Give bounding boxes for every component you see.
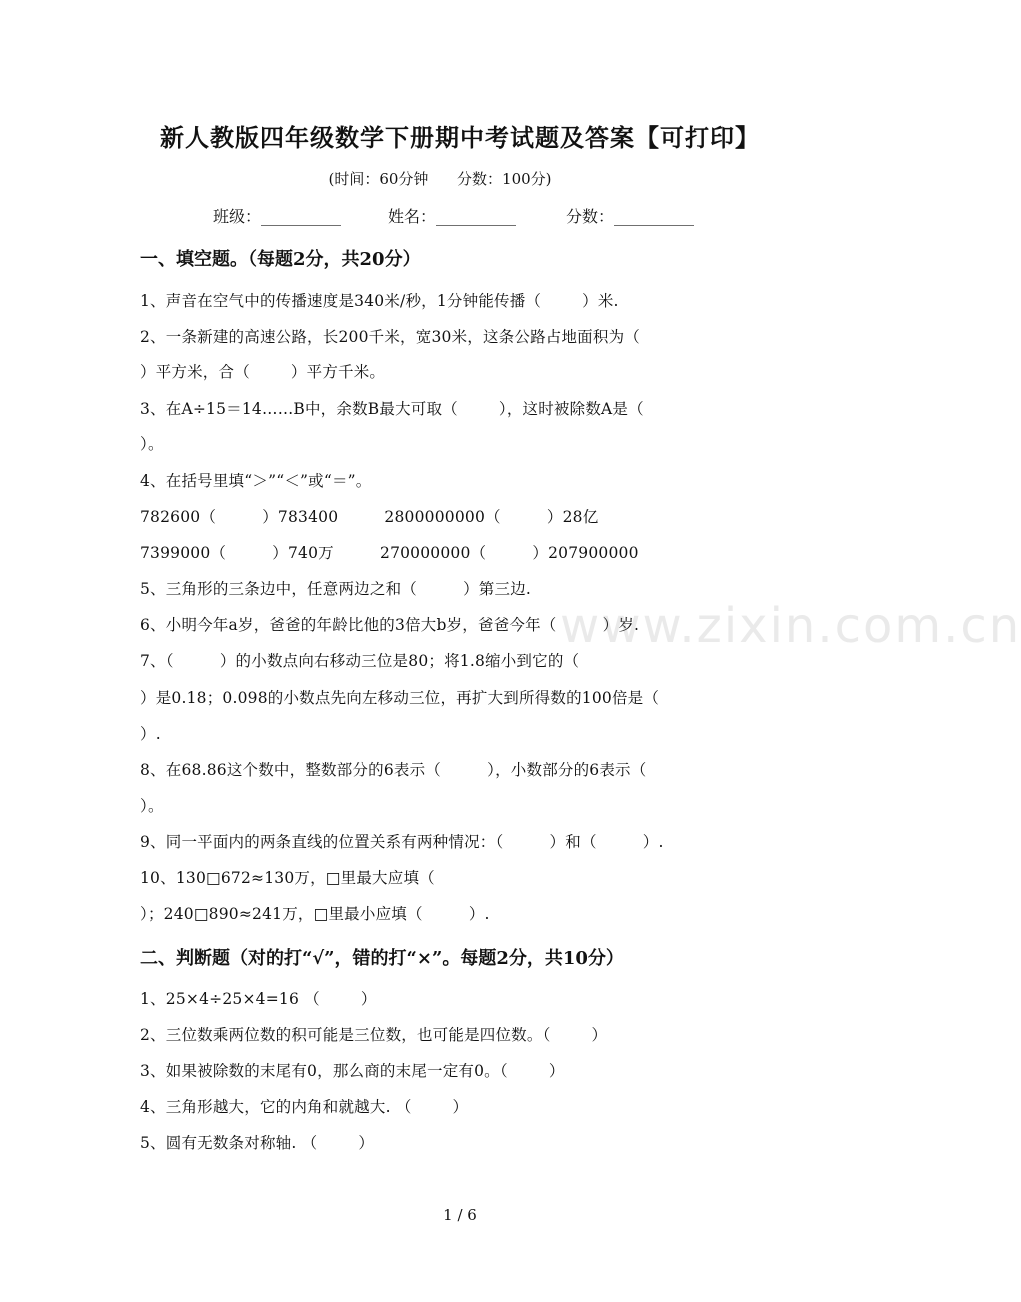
- question-line: 782600（ ）783400 2800000000（ ）28亿: [140, 508, 599, 526]
- class-field: 班级：__________: [213, 207, 342, 226]
- question-line: 3、在A÷15＝14……B中，余数B最大可取（ ），这时被除数A是（: [140, 400, 644, 418]
- score-field: 分数：__________: [566, 207, 695, 226]
- question-line: 8、在68.86这个数中，整数部分的6表示（ ），小数部分的6表示（: [140, 761, 647, 779]
- question-line: ）。: [140, 797, 164, 815]
- question-line: 7、（ ）的小数点向右移动三位是80；将1.8缩小到它的（: [140, 652, 580, 670]
- question-line: 2、一条新建的高速公路，长200千米，宽30米，这条公路占地面积为（: [140, 328, 640, 346]
- question-line: 2、三位数乘两位数的积可能是三位数，也可能是四位数。（ ）: [140, 1026, 608, 1044]
- question-line: 5、圆有无数条对称轴. （ ）: [140, 1134, 375, 1152]
- question-line: 4、在括号里填“＞”“＜”或“＝”。: [140, 472, 372, 490]
- question-line: 1、声音在空气中的传播速度是340米/秒，1分钟能传播（ ）米.: [140, 292, 619, 310]
- question-line: ）；240□890≈241万，□里最小应填（ ）.: [140, 905, 490, 923]
- question-line: 9、同一平面内的两条直线的位置关系有两种情况：（ ）和（ ）.: [140, 833, 664, 851]
- question-line: ）平方米，合（ ）平方千米。: [140, 363, 386, 381]
- question-line: ）.: [140, 725, 161, 743]
- watermark: www.zixin.com.cn: [560, 598, 1021, 654]
- question-line: 6、小明今年a岁，爸爸的年龄比他的3倍大b岁，爸爸今年（ ）岁.: [140, 616, 640, 634]
- exam-meta: (时间：60分钟 分数：100分): [328, 170, 552, 188]
- question-line: 10、130□672≈130万，□里最大应填（: [140, 869, 435, 887]
- page-title: 新人教版四年级数学下册期中考试题及答案【可打印】: [160, 123, 760, 152]
- question-line: 3、如果被除数的末尾有0，那么商的末尾一定有0。（ ）: [140, 1062, 565, 1080]
- section-judgment-title: 二、判断题（对的打“√”，错的打“×”。每题2分，共10分）: [140, 948, 624, 969]
- question-line: 7399000（ ）740万 270000000（ ）207900000: [140, 544, 639, 562]
- section-fill-in-title: 一、填空题。（每题2分，共20分）: [140, 249, 421, 270]
- question-line: ）是0.18；0.098的小数点先向左移动三位，再扩大到所得数的100倍是（: [140, 689, 660, 707]
- question-line: 1、25×4÷25×4=16 （ ）: [140, 990, 377, 1008]
- question-line: 4、三角形越大，它的内角和就越大. （ ）: [140, 1098, 469, 1116]
- page-number: 1 / 6: [443, 1206, 477, 1224]
- question-line: 5、三角形的三条边中，任意两边之和（ ）第三边.: [140, 580, 532, 598]
- question-line: ）。: [140, 435, 164, 453]
- name-field: 姓名：__________: [388, 207, 517, 226]
